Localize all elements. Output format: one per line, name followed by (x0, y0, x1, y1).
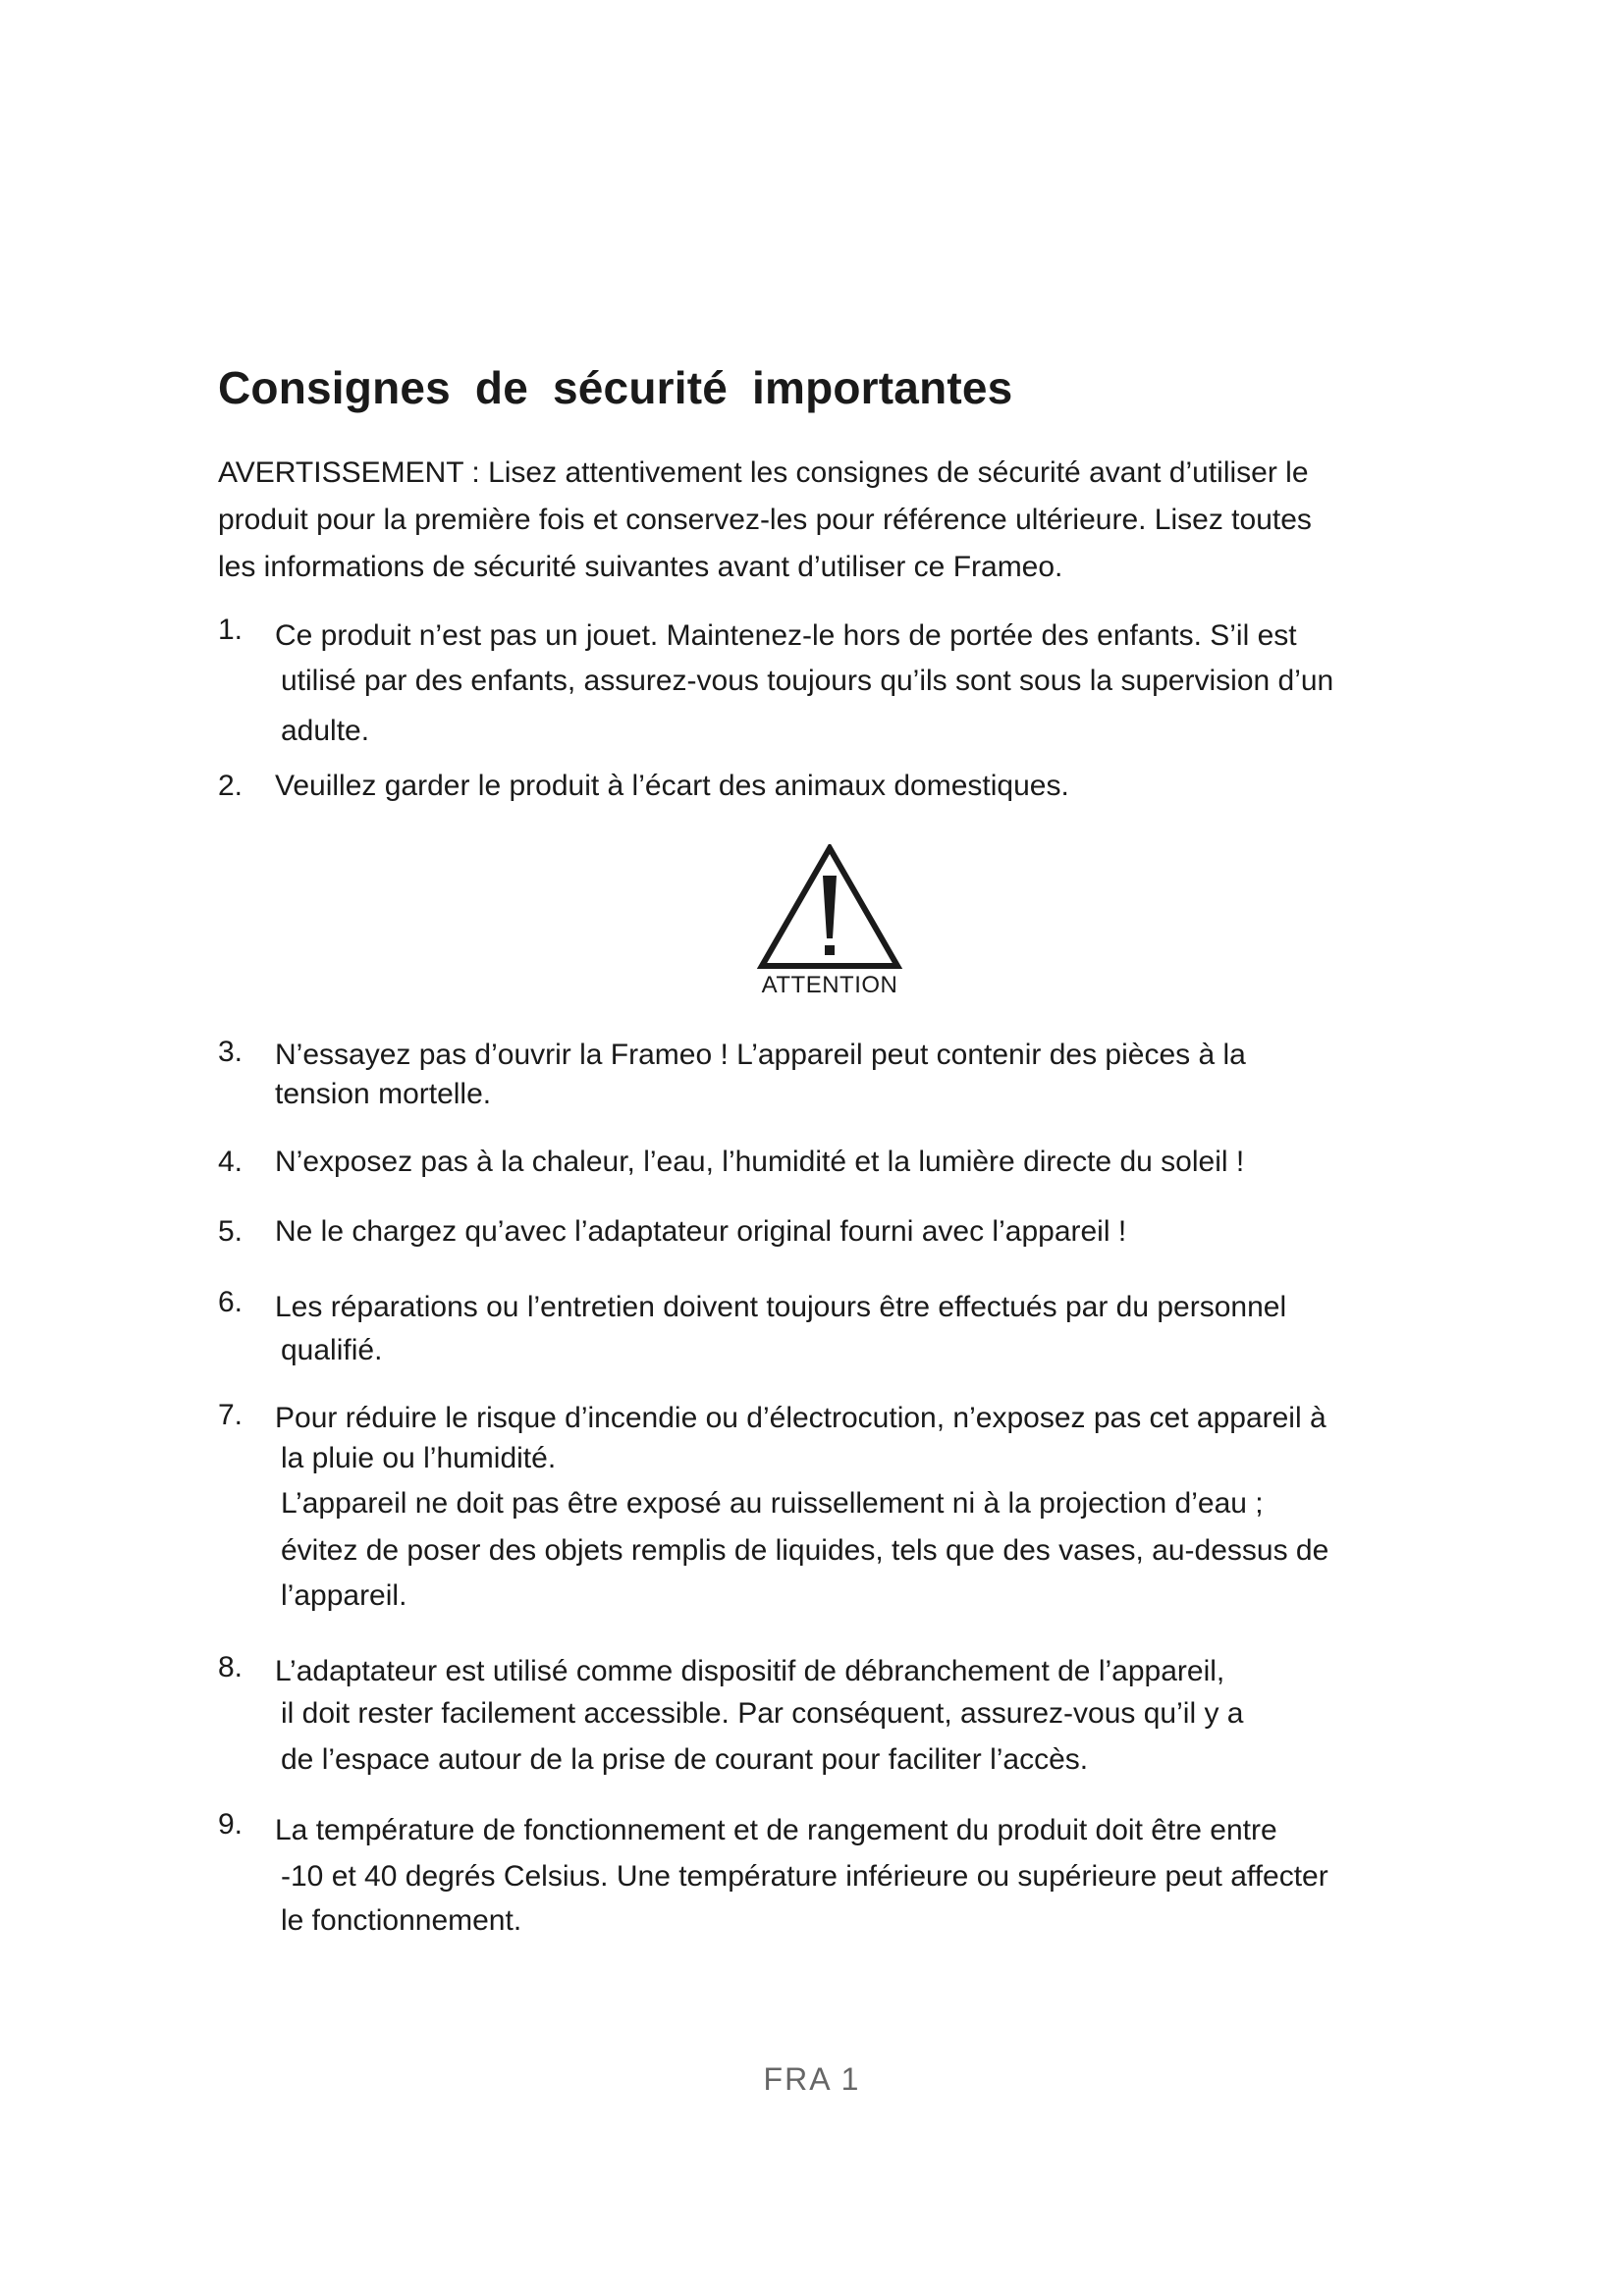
item-line: le fonctionnement. (281, 1904, 522, 1937)
item-line: tension mortelle. (275, 1078, 492, 1110)
item-text (275, 1215, 1126, 1249)
warning-label: ATTENTION (761, 972, 898, 998)
item-number: 1. (218, 614, 244, 646)
item-number: 3. (218, 1036, 244, 1068)
item-number: 6. (218, 1286, 244, 1318)
item-text (275, 1286, 1286, 1372)
item-text (275, 1808, 1328, 1942)
item-line: Veuillez garder le produit à l’écart des animaux domestiques. (275, 770, 1069, 802)
intro-warning (218, 450, 1445, 591)
item-line: adulte. (281, 715, 370, 747)
item-text (275, 614, 1333, 759)
item-line: Ce produit n’est pas un jouet. Maintenez-le hors de portée des enfants. S’il est (275, 619, 1297, 652)
item-line: la pluie ou l’humidité. (281, 1442, 557, 1474)
item-number: 4. (218, 1146, 244, 1178)
item-line: il doit rester facilement accessible. Par conséquent, assurez-vous qu’il y a (281, 1697, 1244, 1730)
page-number: FRA 1 (763, 2061, 861, 2097)
item-number: 5. (218, 1215, 244, 1248)
item-line: de l’espace autour de la prise de courant pour faciliter l’accès. (281, 1743, 1089, 1776)
item-line: La température de fonctionnement et de rangement du produit doit être entre (275, 1814, 1277, 1846)
item-number: 2. (218, 770, 244, 802)
item-number: 9. (218, 1808, 244, 1841)
item-text (275, 770, 1069, 803)
intro-line: AVERTISSEMENT : Lisez attentivement les consignes de sécurité avant d’utiliser le (218, 456, 1309, 489)
item-text (275, 1036, 1246, 1114)
item-line: l’appareil. (281, 1579, 407, 1612)
item-line: utilisé par des enfants, assurez-vous toujours qu’ils sont sous la supervision d’un (281, 665, 1334, 697)
warning-symbol (756, 844, 903, 1009)
item-line: N’essayez pas d’ouvrir la Frameo ! L’appareil peut contenir des pièces à la (275, 1039, 1246, 1071)
intro-line: les informations de sécurité suivantes avant d’utiliser ce Frameo. (218, 551, 1063, 583)
item-line: évitez de poser des objets remplis de liquides, tels que des vases, au-dessus de (281, 1534, 1329, 1567)
page-title: Consignes de sécurité importantes (218, 362, 1013, 413)
item-text (275, 1651, 1243, 1785)
item-line: N’exposez pas à la chaleur, l’eau, l’humidité et la lumière directe du soleil ! (275, 1146, 1245, 1178)
item-line: qualifié. (281, 1334, 383, 1366)
item-line: L’adaptateur est utilisé comme dispositif de débranchement de l’appareil, (275, 1655, 1225, 1687)
warning-triangle-icon (756, 844, 903, 972)
item-line: Les réparations ou l’entretien doivent toujours être effectués par du personnel (275, 1291, 1287, 1323)
item-number: 7. (218, 1399, 244, 1431)
item-line: Ne le chargez qu’avec l’adaptateur original fourni avec l’appareil ! (275, 1215, 1127, 1248)
item-text (275, 1146, 1244, 1179)
item-line: -10 et 40 degrés Celsius. Une température inférieure ou supérieure peut affecter (281, 1860, 1328, 1893)
item-number: 8. (218, 1651, 244, 1683)
intro-line: produit pour la première fois et conservez-les pour référence ultérieure. Lisez toutes (218, 504, 1312, 536)
item-line: L’appareil ne doit pas être exposé au ruissellement ni à la projection d’eau ; (281, 1487, 1264, 1520)
item-text (275, 1399, 1328, 1619)
item-line: Pour réduire le risque d’incendie ou d’électrocution, n’exposez pas cet appareil à (275, 1402, 1326, 1434)
